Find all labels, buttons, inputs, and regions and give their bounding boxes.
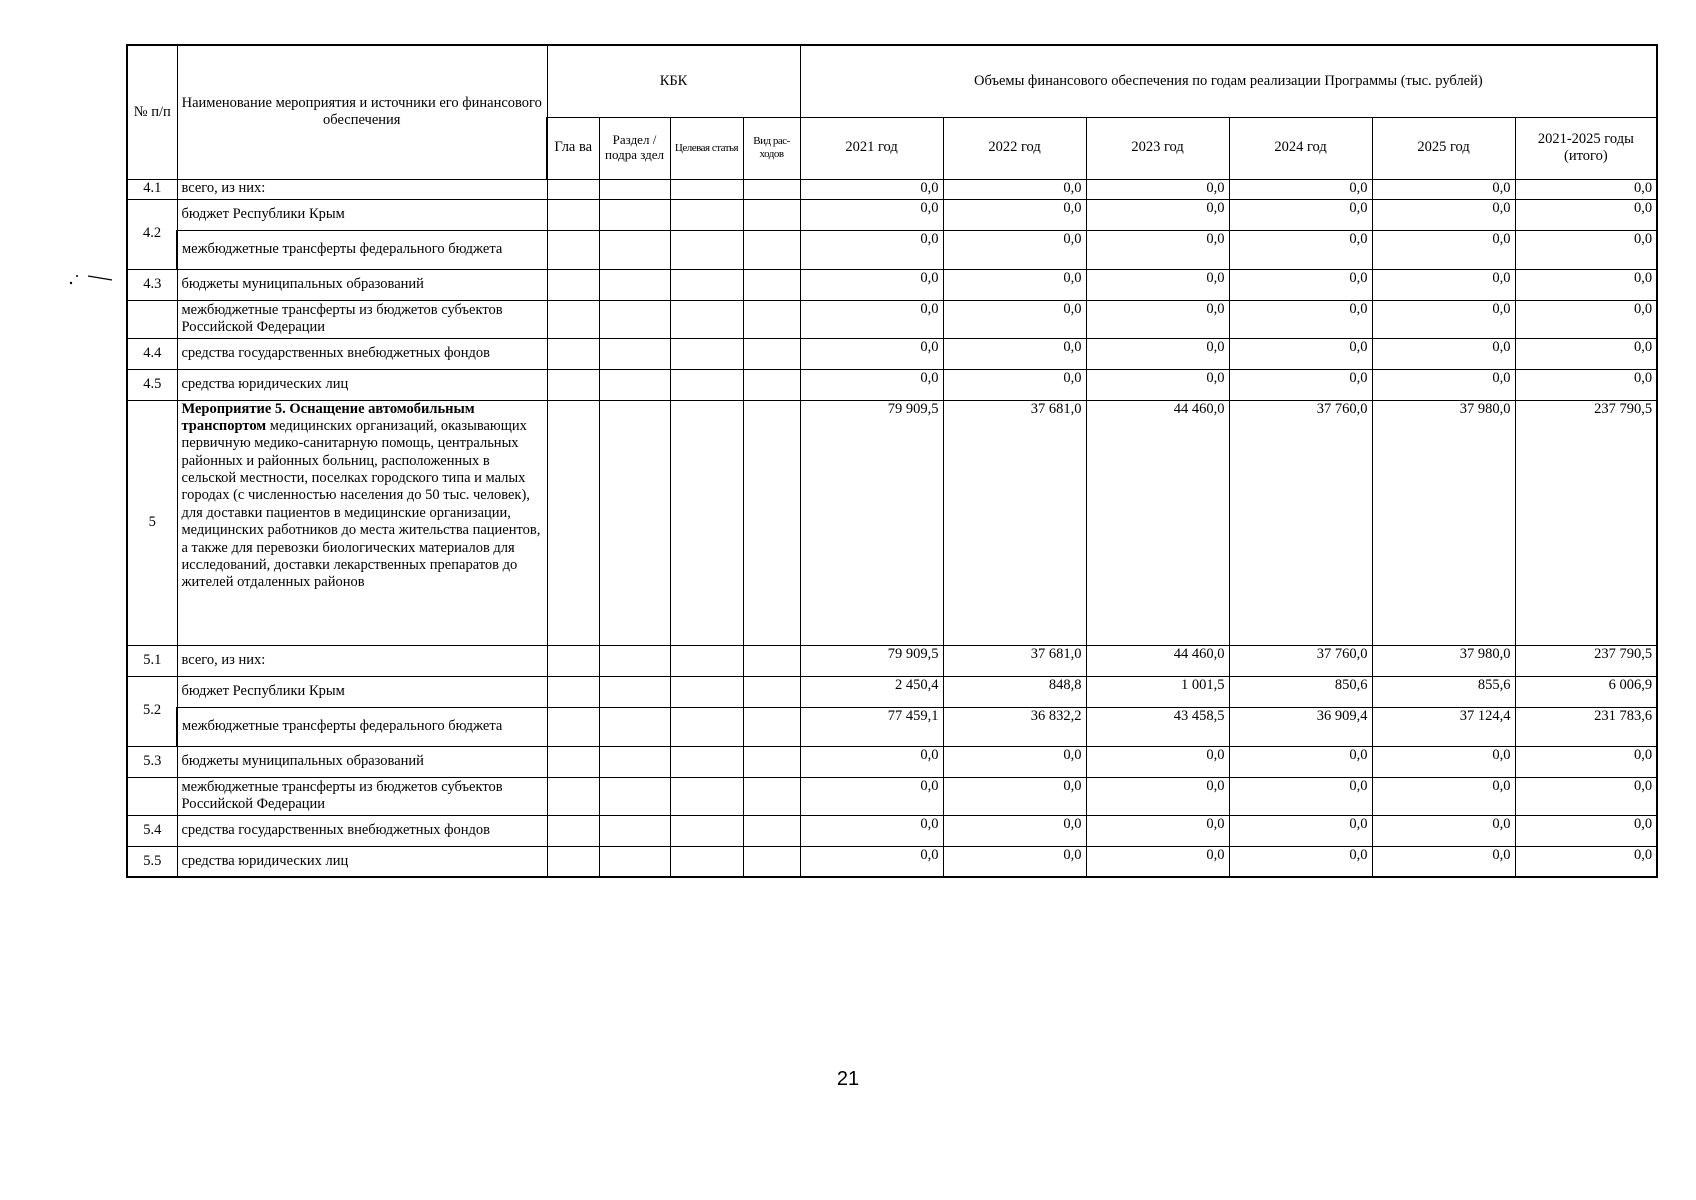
- kbk-cell: [547, 645, 599, 676]
- kbk-cell: [599, 846, 670, 877]
- kbk-cell: [743, 269, 800, 300]
- value-total: 0,0: [1515, 199, 1657, 230]
- value-year: 0,0: [1229, 369, 1372, 400]
- kbk-cell: [670, 846, 743, 877]
- value-year: 79 909,5: [800, 645, 943, 676]
- value-total: 0,0: [1515, 230, 1657, 269]
- kbk-cell: [547, 338, 599, 369]
- row-number: 4.3: [127, 269, 177, 300]
- row-name-text: всего, из них:: [181, 180, 266, 197]
- value-year: 0,0: [1229, 230, 1372, 269]
- value-year: 0,0: [800, 199, 943, 230]
- value-year: 0,0: [943, 199, 1086, 230]
- kbk-cell: [670, 707, 743, 746]
- row-name: [177, 338, 547, 369]
- row-number: 4.2: [127, 199, 177, 269]
- row-number: 4.1: [127, 179, 177, 199]
- row-number: [127, 300, 177, 338]
- row-number: 5.1: [127, 645, 177, 676]
- kbk-cell: [743, 338, 800, 369]
- row-name: [177, 707, 547, 746]
- table-row: [127, 338, 1657, 369]
- value-year: 0,0: [800, 746, 943, 777]
- value-year: 0,0: [800, 369, 943, 400]
- value-year: 0,0: [1372, 199, 1515, 230]
- kbk-cell: [547, 707, 599, 746]
- value-total: 0,0: [1515, 815, 1657, 846]
- row-name-text: средства государственных внебюджетных фондов: [181, 821, 490, 838]
- value-total: 0,0: [1515, 746, 1657, 777]
- value-year: 0,0: [800, 269, 943, 300]
- header-celevaya-statya: Целевая статья: [670, 117, 743, 179]
- row-number: 5.5: [127, 846, 177, 877]
- table-row: [127, 369, 1657, 400]
- value-year: 0,0: [800, 338, 943, 369]
- row-name: [177, 300, 547, 338]
- row-name: [177, 676, 547, 707]
- row-number: 4.5: [127, 369, 177, 400]
- kbk-cell: [743, 369, 800, 400]
- kbk-cell: [599, 199, 670, 230]
- value-year: 0,0: [1086, 230, 1229, 269]
- row-name-text: бюджеты муниципальных образований: [181, 275, 424, 292]
- kbk-cell: [599, 400, 670, 645]
- value-total: 0,0: [1515, 269, 1657, 300]
- kbk-cell: [547, 815, 599, 846]
- row-name: [177, 199, 547, 230]
- kbk-cell: [547, 269, 599, 300]
- page-number: 21: [836, 1068, 860, 1090]
- kbk-cell: [599, 230, 670, 269]
- value-year: 0,0: [1086, 369, 1229, 400]
- value-year: 2 450,4: [800, 676, 943, 707]
- kbk-cell: [599, 676, 670, 707]
- margin-scan-mark: [68, 272, 114, 286]
- table-row: [127, 179, 1657, 199]
- kbk-cell: [547, 369, 599, 400]
- row-name-text: межбюджетные трансферты из бюджетов субъектов Российской Федерации: [181, 778, 503, 812]
- row-name-text: средства юридических лиц: [181, 375, 349, 392]
- table-row: [127, 400, 1657, 645]
- value-year: 0,0: [1086, 777, 1229, 815]
- table-row: [127, 746, 1657, 777]
- header-year-2022: 2022 год: [943, 117, 1086, 179]
- value-year: 36 909,4: [1229, 707, 1372, 746]
- value-total: 237 790,5: [1515, 400, 1657, 645]
- table-row: [127, 846, 1657, 877]
- row-name-text: межбюджетные трансферты из бюджетов субъектов Российской Федерации: [181, 301, 503, 335]
- kbk-cell: [743, 199, 800, 230]
- financing-table: [126, 44, 1658, 878]
- row-name-text: бюджет Республики Крым: [181, 682, 345, 699]
- row-name: [177, 645, 547, 676]
- value-year: 44 460,0: [1086, 645, 1229, 676]
- value-year: 0,0: [1372, 269, 1515, 300]
- value-year: 0,0: [800, 815, 943, 846]
- row-name: [177, 746, 547, 777]
- header-year-2023: 2023 год: [1086, 117, 1229, 179]
- row-name-text: медицинских организаций, оказывающих первичную медико-санитарную помощь, центральных районных и районных больниц, расположенных в сельской местности, поселках городского типа и малых городах (с численностью населения до 50 тыс. человек), для доставки пациентов в медицинские организации, медицинских работников до места жительства пациентов, а также для перевозки биологических материалов для исследований, доставки лекарственных препаратов до жителей отдаленных районов: [181, 417, 541, 591]
- row-number: 4.4: [127, 338, 177, 369]
- table-row: [127, 777, 1657, 815]
- row-name: [177, 400, 547, 645]
- value-year: 0,0: [800, 230, 943, 269]
- value-year: 0,0: [1086, 300, 1229, 338]
- kbk-cell: [670, 645, 743, 676]
- value-year: 36 832,2: [943, 707, 1086, 746]
- header-year-2021: 2021 год: [800, 117, 943, 179]
- value-year: 0,0: [943, 230, 1086, 269]
- row-name: [177, 179, 547, 199]
- kbk-cell: [599, 746, 670, 777]
- value-year: 37 760,0: [1229, 400, 1372, 645]
- row-name: [177, 230, 547, 269]
- row-number: 5.2: [127, 676, 177, 746]
- kbk-cell: [547, 746, 599, 777]
- kbk-cell: [599, 815, 670, 846]
- header-glava: Гла ва: [547, 117, 599, 179]
- kbk-cell: [670, 199, 743, 230]
- row-name: [177, 777, 547, 815]
- table-row: [127, 707, 1657, 746]
- row-name-text: всего, из них:: [181, 651, 266, 668]
- kbk-cell: [547, 676, 599, 707]
- kbk-cell: [670, 300, 743, 338]
- value-year: 0,0: [1372, 338, 1515, 369]
- value-year: 0,0: [943, 846, 1086, 877]
- value-total: 0,0: [1515, 846, 1657, 877]
- kbk-cell: [743, 400, 800, 645]
- row-name-text: бюджет Республики Крым: [181, 205, 345, 222]
- value-year: 0,0: [943, 369, 1086, 400]
- row-name: [177, 369, 547, 400]
- value-year: 0,0: [1086, 815, 1229, 846]
- value-total: 6 006,9: [1515, 676, 1657, 707]
- row-name-text: средства юридических лиц: [181, 852, 349, 869]
- value-total: 237 790,5: [1515, 645, 1657, 676]
- kbk-cell: [599, 179, 670, 199]
- kbk-cell: [599, 369, 670, 400]
- kbk-cell: [547, 846, 599, 877]
- table-row: [127, 676, 1657, 707]
- table-body: [127, 179, 1657, 877]
- value-year: 0,0: [943, 815, 1086, 846]
- kbk-cell: [670, 676, 743, 707]
- value-year: 0,0: [1086, 199, 1229, 230]
- kbk-cell: [547, 199, 599, 230]
- value-year: 0,0: [943, 179, 1086, 199]
- value-year: 0,0: [1086, 338, 1229, 369]
- row-number: 5.4: [127, 815, 177, 846]
- table-row: [127, 199, 1657, 230]
- table-row: [127, 230, 1657, 269]
- value-year: 0,0: [943, 777, 1086, 815]
- value-year: 0,0: [1372, 746, 1515, 777]
- value-year: 0,0: [800, 846, 943, 877]
- value-year: 0,0: [1372, 777, 1515, 815]
- value-year: 0,0: [1372, 230, 1515, 269]
- kbk-cell: [670, 230, 743, 269]
- value-total: 0,0: [1515, 179, 1657, 199]
- header-year-2025: 2025 год: [1372, 117, 1515, 179]
- header-kbk: КБК: [547, 45, 800, 117]
- row-number: 5.3: [127, 746, 177, 777]
- kbk-cell: [599, 707, 670, 746]
- value-total: 0,0: [1515, 300, 1657, 338]
- value-year: 848,8: [943, 676, 1086, 707]
- value-year: 37 980,0: [1372, 400, 1515, 645]
- kbk-cell: [670, 746, 743, 777]
- value-year: 0,0: [1372, 815, 1515, 846]
- value-total: 0,0: [1515, 777, 1657, 815]
- kbk-cell: [599, 269, 670, 300]
- row-number: [127, 777, 177, 815]
- row-name-text: межбюджетные трансферты федерального бюджета: [182, 240, 503, 257]
- kbk-cell: [743, 815, 800, 846]
- kbk-cell: [743, 846, 800, 877]
- header-volumes: Объемы финансового обеспечения по годам реализации Программы (тыс. рублей): [800, 45, 1657, 117]
- kbk-cell: [599, 645, 670, 676]
- table-row: [127, 815, 1657, 846]
- value-year: 0,0: [943, 746, 1086, 777]
- row-name: [177, 269, 547, 300]
- table-row: [127, 269, 1657, 300]
- kbk-cell: [743, 746, 800, 777]
- value-year: 1 001,5: [1086, 676, 1229, 707]
- row-number: 5: [127, 400, 177, 645]
- value-year: 0,0: [1372, 369, 1515, 400]
- value-year: 0,0: [1086, 846, 1229, 877]
- value-year: 0,0: [800, 300, 943, 338]
- kbk-cell: [547, 777, 599, 815]
- row-name-bold: Мероприятие 5. Оснащение автомобильным транспортом: [181, 400, 475, 434]
- value-total: 0,0: [1515, 338, 1657, 369]
- value-year: 850,6: [1229, 676, 1372, 707]
- kbk-cell: [743, 179, 800, 199]
- value-year: 0,0: [1229, 199, 1372, 230]
- value-year: 37 760,0: [1229, 645, 1372, 676]
- header-name: Наименование мероприятия и источники его финансового обеспечения: [177, 45, 547, 179]
- kbk-cell: [670, 269, 743, 300]
- value-year: 0,0: [1229, 300, 1372, 338]
- kbk-cell: [547, 400, 599, 645]
- row-name: [177, 846, 547, 877]
- header-total: 2021-2025 годы (итого): [1515, 117, 1657, 179]
- table-row: [127, 645, 1657, 676]
- kbk-cell: [743, 300, 800, 338]
- value-year: 0,0: [1372, 846, 1515, 877]
- kbk-cell: [743, 707, 800, 746]
- value-year: 0,0: [1229, 746, 1372, 777]
- value-year: 0,0: [1229, 179, 1372, 199]
- value-year: 0,0: [1229, 846, 1372, 877]
- header-vid-rashodov: Вид рас- ходов: [743, 117, 800, 179]
- value-year: 0,0: [800, 777, 943, 815]
- value-year: 0,0: [800, 179, 943, 199]
- kbk-cell: [599, 300, 670, 338]
- kbk-cell: [670, 369, 743, 400]
- row-name-text: средства государственных внебюджетных фондов: [181, 344, 490, 361]
- kbk-cell: [743, 777, 800, 815]
- header-number: № п/п: [127, 45, 177, 179]
- kbk-cell: [599, 338, 670, 369]
- kbk-cell: [670, 815, 743, 846]
- table-row: [127, 300, 1657, 338]
- value-year: 0,0: [943, 300, 1086, 338]
- header-year-2024: 2024 год: [1229, 117, 1372, 179]
- value-year: 0,0: [1229, 815, 1372, 846]
- value-year: 0,0: [943, 269, 1086, 300]
- value-year: 43 458,5: [1086, 707, 1229, 746]
- kbk-cell: [670, 338, 743, 369]
- kbk-cell: [670, 777, 743, 815]
- kbk-cell: [547, 300, 599, 338]
- value-year: 0,0: [1372, 179, 1515, 199]
- value-year: 0,0: [1086, 269, 1229, 300]
- value-year: 37 681,0: [943, 645, 1086, 676]
- value-year: 37 124,4: [1372, 707, 1515, 746]
- value-year: 37 980,0: [1372, 645, 1515, 676]
- value-year: 855,6: [1372, 676, 1515, 707]
- kbk-cell: [743, 645, 800, 676]
- value-year: 79 909,5: [800, 400, 943, 645]
- value-year: 37 681,0: [943, 400, 1086, 645]
- kbk-cell: [743, 676, 800, 707]
- value-year: 44 460,0: [1086, 400, 1229, 645]
- kbk-cell: [599, 777, 670, 815]
- value-year: 0,0: [1372, 300, 1515, 338]
- value-year: 0,0: [1086, 179, 1229, 199]
- value-year: 0,0: [943, 338, 1086, 369]
- value-year: 0,0: [1229, 338, 1372, 369]
- kbk-cell: [547, 230, 599, 269]
- value-total: 0,0: [1515, 369, 1657, 400]
- value-year: 77 459,1: [800, 707, 943, 746]
- value-year: 0,0: [1229, 777, 1372, 815]
- kbk-cell: [547, 179, 599, 199]
- kbk-cell: [670, 400, 743, 645]
- kbk-cell: [670, 179, 743, 199]
- kbk-cell: [743, 230, 800, 269]
- row-name-text: межбюджетные трансферты федерального бюджета: [182, 717, 503, 734]
- value-total: 231 783,6: [1515, 707, 1657, 746]
- value-year: 0,0: [1086, 746, 1229, 777]
- value-year: 0,0: [1229, 269, 1372, 300]
- row-name-text: бюджеты муниципальных образований: [181, 752, 424, 769]
- header-razdel: Раздел /подра здел: [599, 117, 670, 179]
- row-name: [177, 815, 547, 846]
